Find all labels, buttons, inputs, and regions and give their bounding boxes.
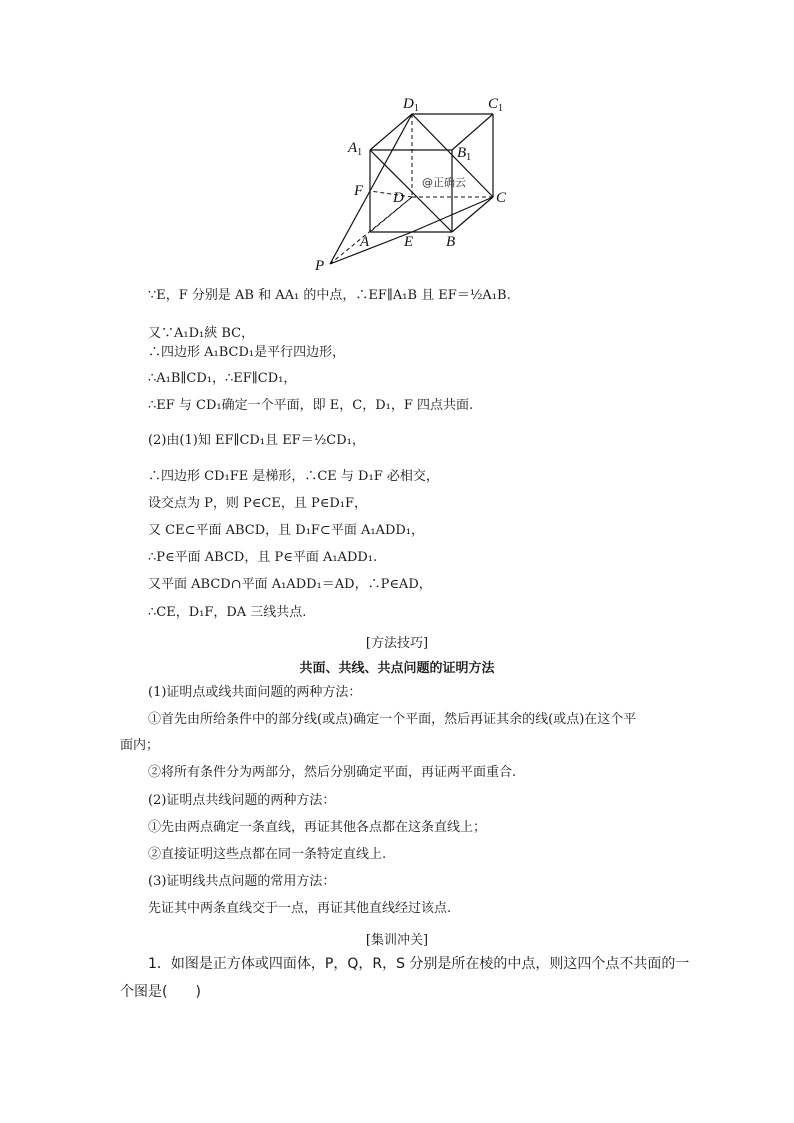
question-1-line-b: 个图是( )	[120, 984, 201, 1000]
proof-line-1: ∵E，F 分别是 AB 和 AA₁ 的中点，∴EF∥A₁B 且 EF＝½A₁B.	[148, 288, 511, 303]
practice-tag: [集训冲关]	[365, 933, 429, 948]
method-line-7: (3)证明线共点问题的常用方法：	[148, 874, 336, 889]
proof-line-8: 设交点为 P，则 P∈CE，且 P∈D₁F，	[148, 496, 367, 511]
proof-line-9: 又 CE⊂平面 ABCD，且 D₁F⊂平面 A₁ADD₁，	[148, 523, 425, 538]
proof-line-11: 又平面 ABCD∩平面 A₁ADD₁＝AD，∴P∈AD，	[148, 577, 432, 592]
svg-text:A1: $A_1$	[348, 140, 363, 158]
method-line-3: ②将所有条件分为两部分，然后分别确定平面，再证两平面重合.	[148, 765, 517, 780]
method-line-4: (2)证明点共线问题的两种方法：	[148, 793, 336, 808]
svg-text:P: P	[315, 258, 325, 274]
proof-line-5: ∴EF 与 CD₁确定一个平面，即 E，C，D₁，F 四点共面.	[148, 398, 474, 413]
cube-figure	[300, 92, 530, 274]
svg-text:D: D	[393, 190, 404, 206]
proof-line-10: ∴P∈平面 ABCD，且 P∈平面 A₁ADD₁.	[148, 550, 378, 565]
svg-text:A: A	[360, 234, 370, 250]
svg-text:C1: $C_1$	[488, 96, 504, 114]
method-line-2a: ①首先由所给条件中的部分线(或点)确定一个平面，然后再证其余的线(或点)在这个平	[148, 712, 637, 727]
proof-line-7: ∴四边形 CD₁FE 是梯形，∴CE 与 D₁F 必相交，	[148, 469, 439, 484]
proof-line-2: 又∵A₁D₁綊 BC，	[148, 326, 255, 341]
svg-text:B1: $B_1$	[457, 145, 472, 163]
method-line-2b: 面内；	[120, 738, 160, 753]
cube-diagram	[300, 92, 530, 274]
question-1-line-a: 1．如图是正方体或四面体，P，Q，R，S 分别是所在棱的中点，则这四个点不共面的一	[148, 956, 690, 972]
proof-line-3: ∴四边形 A₁BCD₁是平行四边形，	[148, 345, 346, 360]
method-title: 共面、共线、共点问题的证明方法	[299, 661, 495, 676]
method-line-6: ②直接证明这些点都在同一条特定直线上.	[148, 847, 387, 862]
proof-line-4: ∴A₁B∥CD₁，∴EF∥CD₁，	[148, 371, 297, 386]
method-line-1: (1)证明点或线共面问题的两种方法：	[148, 685, 362, 700]
watermark-text: @正确云	[422, 176, 466, 189]
svg-text:B: B	[446, 234, 456, 250]
svg-text:F: F	[354, 183, 364, 199]
svg-text:E: E	[404, 234, 414, 250]
method-tag: [方法技巧]	[365, 636, 429, 651]
svg-text:C: C	[496, 190, 507, 206]
method-line-5: ①先由两点确定一条直线，再证其他各点都在这条直线上；	[148, 820, 487, 835]
proof-line-6: (2)由(1)知 EF∥CD₁且 EF＝½CD₁，	[148, 433, 365, 448]
proof-line-12: ∴CE，D₁F，DA 三线共点.	[148, 605, 307, 620]
svg-text:D1: $D_1$	[403, 96, 419, 114]
method-line-8: 先证其中两条直线交于一点，再证其他直线经过该点.	[148, 901, 452, 916]
